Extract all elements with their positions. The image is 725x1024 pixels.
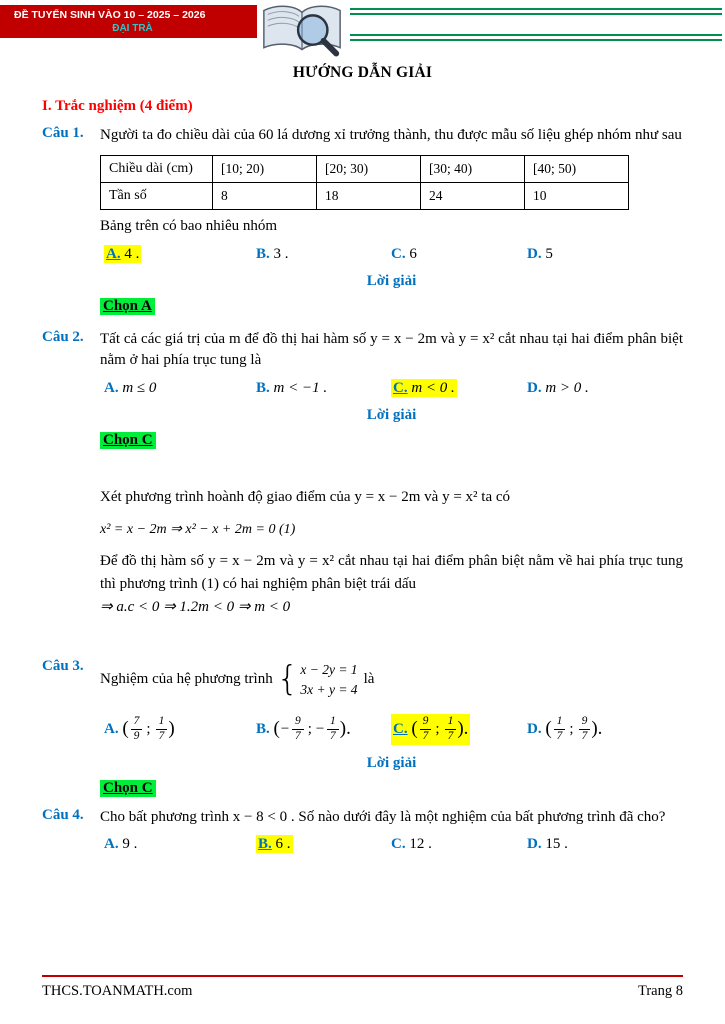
- option-b: [256, 715, 391, 744]
- option-letter: C.: [393, 380, 408, 396]
- banner-title: ĐỀ TUYỂN SINH VÀO 10 – 2025 – 2026: [14, 9, 206, 21]
- table-cell-interval-1: [10; 20): [213, 155, 317, 182]
- option-letter: D.: [527, 245, 542, 262]
- numerator: 9: [579, 715, 591, 730]
- option-letter: A.: [104, 380, 119, 396]
- answer-choice-badge: Chọn C: [100, 780, 156, 797]
- table-cell-interval-3: [30; 40): [421, 155, 525, 182]
- equation-system: [277, 660, 358, 701]
- option-letter: A.: [104, 836, 119, 853]
- option-letter: D.: [527, 380, 542, 396]
- numerator: 9: [420, 715, 432, 730]
- separator: ;: [146, 720, 151, 737]
- question-1-text: Người ta đo chiều dài của 60 lá dương xỉ trưởng thành, thu được mẫu số liệu ghép nhóm như sau: [100, 127, 682, 143]
- table-row: [101, 155, 629, 182]
- system-brace: {: [276, 659, 299, 700]
- fraction: [420, 715, 432, 744]
- solution-equation: x² = x − 2m ⇒ x² − x + 2m = 0 (1): [100, 521, 296, 537]
- table-cell-freq-3: 24: [421, 182, 525, 209]
- question-2-text: Tất cả các giá trị của m để đồ thị hai hàm số y = x − 2m và y = x² cắt nhau tại hai điểm phân biệt nằm ở hai phía trục tung là: [100, 330, 683, 369]
- table-cell-freq-2: 18: [317, 182, 421, 209]
- fraction: [131, 715, 143, 744]
- exam-banner: [0, 5, 257, 38]
- fraction: [554, 715, 566, 744]
- option-text: 3 .: [273, 245, 289, 262]
- denominator: 7: [447, 729, 454, 742]
- solution-line-1: Xét phương trình hoành độ giao điểm của y = x − 2m và y = x² ta có: [100, 489, 511, 505]
- option-c: [391, 246, 527, 263]
- option-a: [104, 246, 256, 263]
- denominator: 7: [330, 729, 336, 742]
- green-decor-line-top: [350, 8, 722, 15]
- option-d: [527, 246, 683, 263]
- option-a: [104, 836, 256, 853]
- option-letter: B.: [256, 245, 270, 262]
- separator: ;: [435, 720, 440, 737]
- option-text: 15 .: [545, 836, 568, 853]
- question-3-body: [100, 658, 683, 797]
- question-1-options: [100, 246, 683, 263]
- numerator: 1: [156, 715, 168, 730]
- solution-heading: Lời giải: [366, 272, 417, 289]
- option-c: [391, 714, 527, 745]
- question-2-body: [100, 329, 683, 620]
- option-letter: D.: [527, 836, 542, 853]
- question-3-options: [100, 714, 683, 745]
- question-2: [42, 329, 683, 620]
- question-4: [42, 807, 683, 854]
- table-cell-freq-4: 10: [525, 182, 629, 209]
- answer-choice-badge: Chọn C: [100, 432, 156, 449]
- option-text: m < −1 .: [273, 380, 328, 396]
- sign: −: [314, 720, 326, 737]
- numerator: 7: [131, 715, 143, 730]
- option-a: [104, 380, 256, 397]
- option-letter: A.: [106, 245, 121, 262]
- option-b: [256, 836, 391, 853]
- option-text: 9 .: [122, 836, 138, 853]
- option-text: m < 0 .: [411, 380, 455, 396]
- option-text: m > 0 .: [545, 380, 589, 396]
- system-equation-1: x − 2y = 1: [300, 661, 358, 677]
- paren-open: (: [545, 718, 552, 740]
- question-3-label: Câu 3.: [42, 657, 84, 674]
- book-magnifier-logo: [258, 0, 346, 64]
- option-d: [527, 380, 683, 397]
- denominator: 7: [294, 729, 301, 742]
- paren-open: (: [122, 718, 129, 740]
- fraction: [579, 715, 591, 744]
- footer-page-number: Trang 8: [638, 983, 683, 999]
- option-text: 12 .: [409, 836, 432, 853]
- question-4-options: [100, 836, 683, 853]
- denominator: 7: [422, 729, 429, 742]
- banner-subtitle: ĐẠI TRÀ: [112, 23, 153, 34]
- paren-close: ).: [591, 718, 603, 740]
- paren-open: (: [273, 718, 280, 740]
- question-4-body: [100, 807, 683, 854]
- denominator: 9: [133, 729, 140, 742]
- option-c: [391, 836, 527, 853]
- question-3: [42, 658, 683, 797]
- question-1-prompt: Bảng trên có bao nhiêu nhóm: [100, 217, 278, 234]
- denominator: 7: [158, 729, 165, 742]
- paren-close: ).: [457, 718, 469, 740]
- system-equations: [300, 660, 357, 701]
- fraction: [327, 715, 339, 744]
- numerator: 1: [554, 715, 566, 730]
- fraction: [156, 715, 168, 744]
- paren-close: ): [168, 718, 175, 740]
- solution-heading: Lời giải: [366, 754, 417, 771]
- paren-close: ).: [339, 718, 351, 740]
- question-2-options: [100, 380, 683, 397]
- option-d: [527, 715, 683, 744]
- numerator: 1: [327, 715, 339, 730]
- option-b: [256, 246, 391, 263]
- option-letter: C.: [393, 720, 408, 737]
- question-4-label: Câu 4.: [42, 806, 84, 823]
- answer-choice-badge: Chọn A: [100, 298, 155, 315]
- numerator: 9: [292, 715, 304, 730]
- paren-open: (: [411, 718, 418, 740]
- option-letter: C.: [391, 245, 406, 262]
- option-letter: B.: [258, 836, 272, 853]
- table-header-frequency: Tần số: [101, 182, 213, 209]
- table-row: [101, 182, 629, 209]
- option-letter: C.: [391, 836, 406, 853]
- solution-implication-chain: ⇒ a.c < 0 ⇒ 1.2m < 0 ⇒ m < 0: [100, 599, 291, 616]
- question-1: [42, 125, 683, 315]
- fraction: [292, 715, 304, 744]
- table-cell-interval-2: [20; 30): [317, 155, 421, 182]
- green-decor-line-bottom: [350, 34, 722, 41]
- page-title: HƯỚNG DẪN GIẢI: [292, 64, 433, 81]
- option-text: 6: [409, 245, 417, 262]
- option-text: 6 .: [275, 836, 291, 853]
- solution-paragraph: Để đồ thị hàm số y = x − 2m và y = x² cắt nhau tại hai điểm phân biệt nằm về hai phía trục tung thì phương trình (1) có hai nghiệm phân biệt trái dấu: [100, 552, 683, 592]
- denominator: 7: [556, 729, 563, 742]
- question-3-text-before: Nghiệm của hệ phương trình: [100, 670, 273, 687]
- option-c: [391, 380, 527, 397]
- section-heading: I. Trắc nghiệm (4 điểm): [42, 98, 193, 114]
- sign: −: [279, 720, 290, 737]
- question-4-text: Cho bất phương trình x − 8 < 0 . Số nào dưới đây là một nghiệm của bất phương trình đã cho?: [100, 808, 666, 825]
- question-3-text-after: là: [363, 670, 375, 687]
- table-cell-freq-1: 8: [213, 182, 317, 209]
- option-letter: D.: [527, 720, 542, 737]
- denominator: 7: [581, 729, 588, 742]
- option-text: 4 .: [124, 245, 140, 262]
- footer-divider: [42, 975, 683, 977]
- option-b: [256, 380, 391, 397]
- table-header-length: Chiều dài (cm): [101, 155, 213, 182]
- question-2-label: Câu 2.: [42, 328, 84, 345]
- option-letter: A.: [104, 720, 119, 737]
- page-footer: [42, 975, 683, 1000]
- option-letter: B.: [256, 380, 270, 396]
- frequency-table: [100, 155, 629, 210]
- footer-site-name: THCS.TOANMATH.com: [42, 983, 193, 999]
- option-d: [527, 836, 683, 853]
- numerator: 1: [445, 715, 457, 730]
- option-letter: B.: [256, 720, 270, 737]
- separator: ;: [569, 720, 574, 737]
- question-1-body: [100, 125, 683, 315]
- option-a: [104, 715, 256, 744]
- fraction: [445, 715, 457, 744]
- option-text: 5: [545, 245, 553, 262]
- question-1-label: Câu 1.: [42, 125, 84, 141]
- table-cell-interval-4: [40; 50): [525, 155, 629, 182]
- system-equation-2: 3x + y = 4: [300, 681, 358, 697]
- solution-heading: Lời giải: [366, 407, 417, 423]
- question-3-text: [100, 658, 683, 703]
- separator: ;: [307, 720, 312, 737]
- option-text: m ≤ 0: [122, 380, 157, 396]
